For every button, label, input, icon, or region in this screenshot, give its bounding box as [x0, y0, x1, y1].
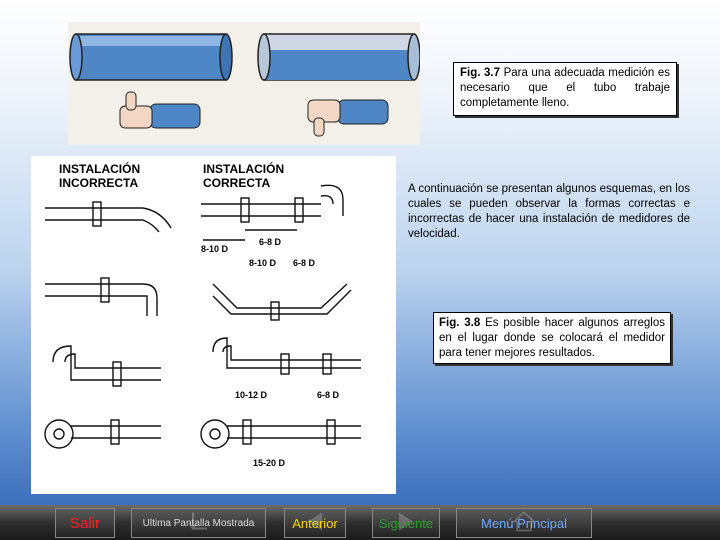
figure-number: Fig. 3.7: [460, 67, 500, 79]
incorrect-title-2: INCORRECTA: [59, 176, 139, 190]
exit-button[interactable]: [55, 508, 115, 538]
dimension-label: 8-10 D: [201, 244, 229, 254]
dimension-label: 15-20 D: [253, 458, 286, 468]
dimension-label: 6-8 D: [293, 258, 316, 268]
dimension-label: 8-10 D: [249, 258, 277, 268]
caption-text: Para una adecuada medición es necesario que el tubo trabaje completamente lleno.: [460, 67, 670, 109]
correct-title-1: INSTALACIÓN: [203, 162, 285, 176]
figure-caption-3-7: [453, 62, 677, 116]
pipe-photo: [68, 22, 420, 145]
figure-caption-3-8: [433, 312, 671, 364]
main-menu-label: Menú Principal: [481, 515, 567, 531]
previous-button[interactable]: [284, 508, 346, 538]
main-menu-button[interactable]: [456, 508, 592, 538]
incorrect-title-1: INSTALACIÓN: [59, 162, 141, 176]
correct-title-2: CORRECTA: [203, 176, 271, 190]
thumb-down-icon: [308, 100, 388, 136]
next-label: Siguiente: [378, 515, 434, 531]
navigation-bar: [0, 505, 720, 540]
figure-number: Fig. 3.8: [439, 317, 481, 329]
last-screen-button[interactable]: [131, 508, 266, 538]
caption-text: Es posible hacer algunos arreglos en el lugar donde se colocará el medidor para tener mejores resultados.: [439, 317, 665, 359]
previous-label: Anterior: [292, 515, 338, 531]
exit-label: Salir: [69, 514, 100, 532]
dimension-label: 6-8 D: [259, 237, 282, 247]
body-paragraph: A continuación se presentan algunos esquemas, en los cuales se pueden observar la formas correctas e incorrectas de hacer una instalación de medidores de velocidad.: [408, 183, 690, 240]
dimension-label: 6-8 D: [317, 390, 340, 400]
thumb-up-icon: [120, 92, 200, 128]
dimension-label: 10-12 D: [235, 390, 268, 400]
next-button[interactable]: [372, 508, 440, 538]
installation-diagram: [31, 156, 396, 494]
last-screen-label: Ultima Pantalla Mostrada: [142, 517, 255, 529]
